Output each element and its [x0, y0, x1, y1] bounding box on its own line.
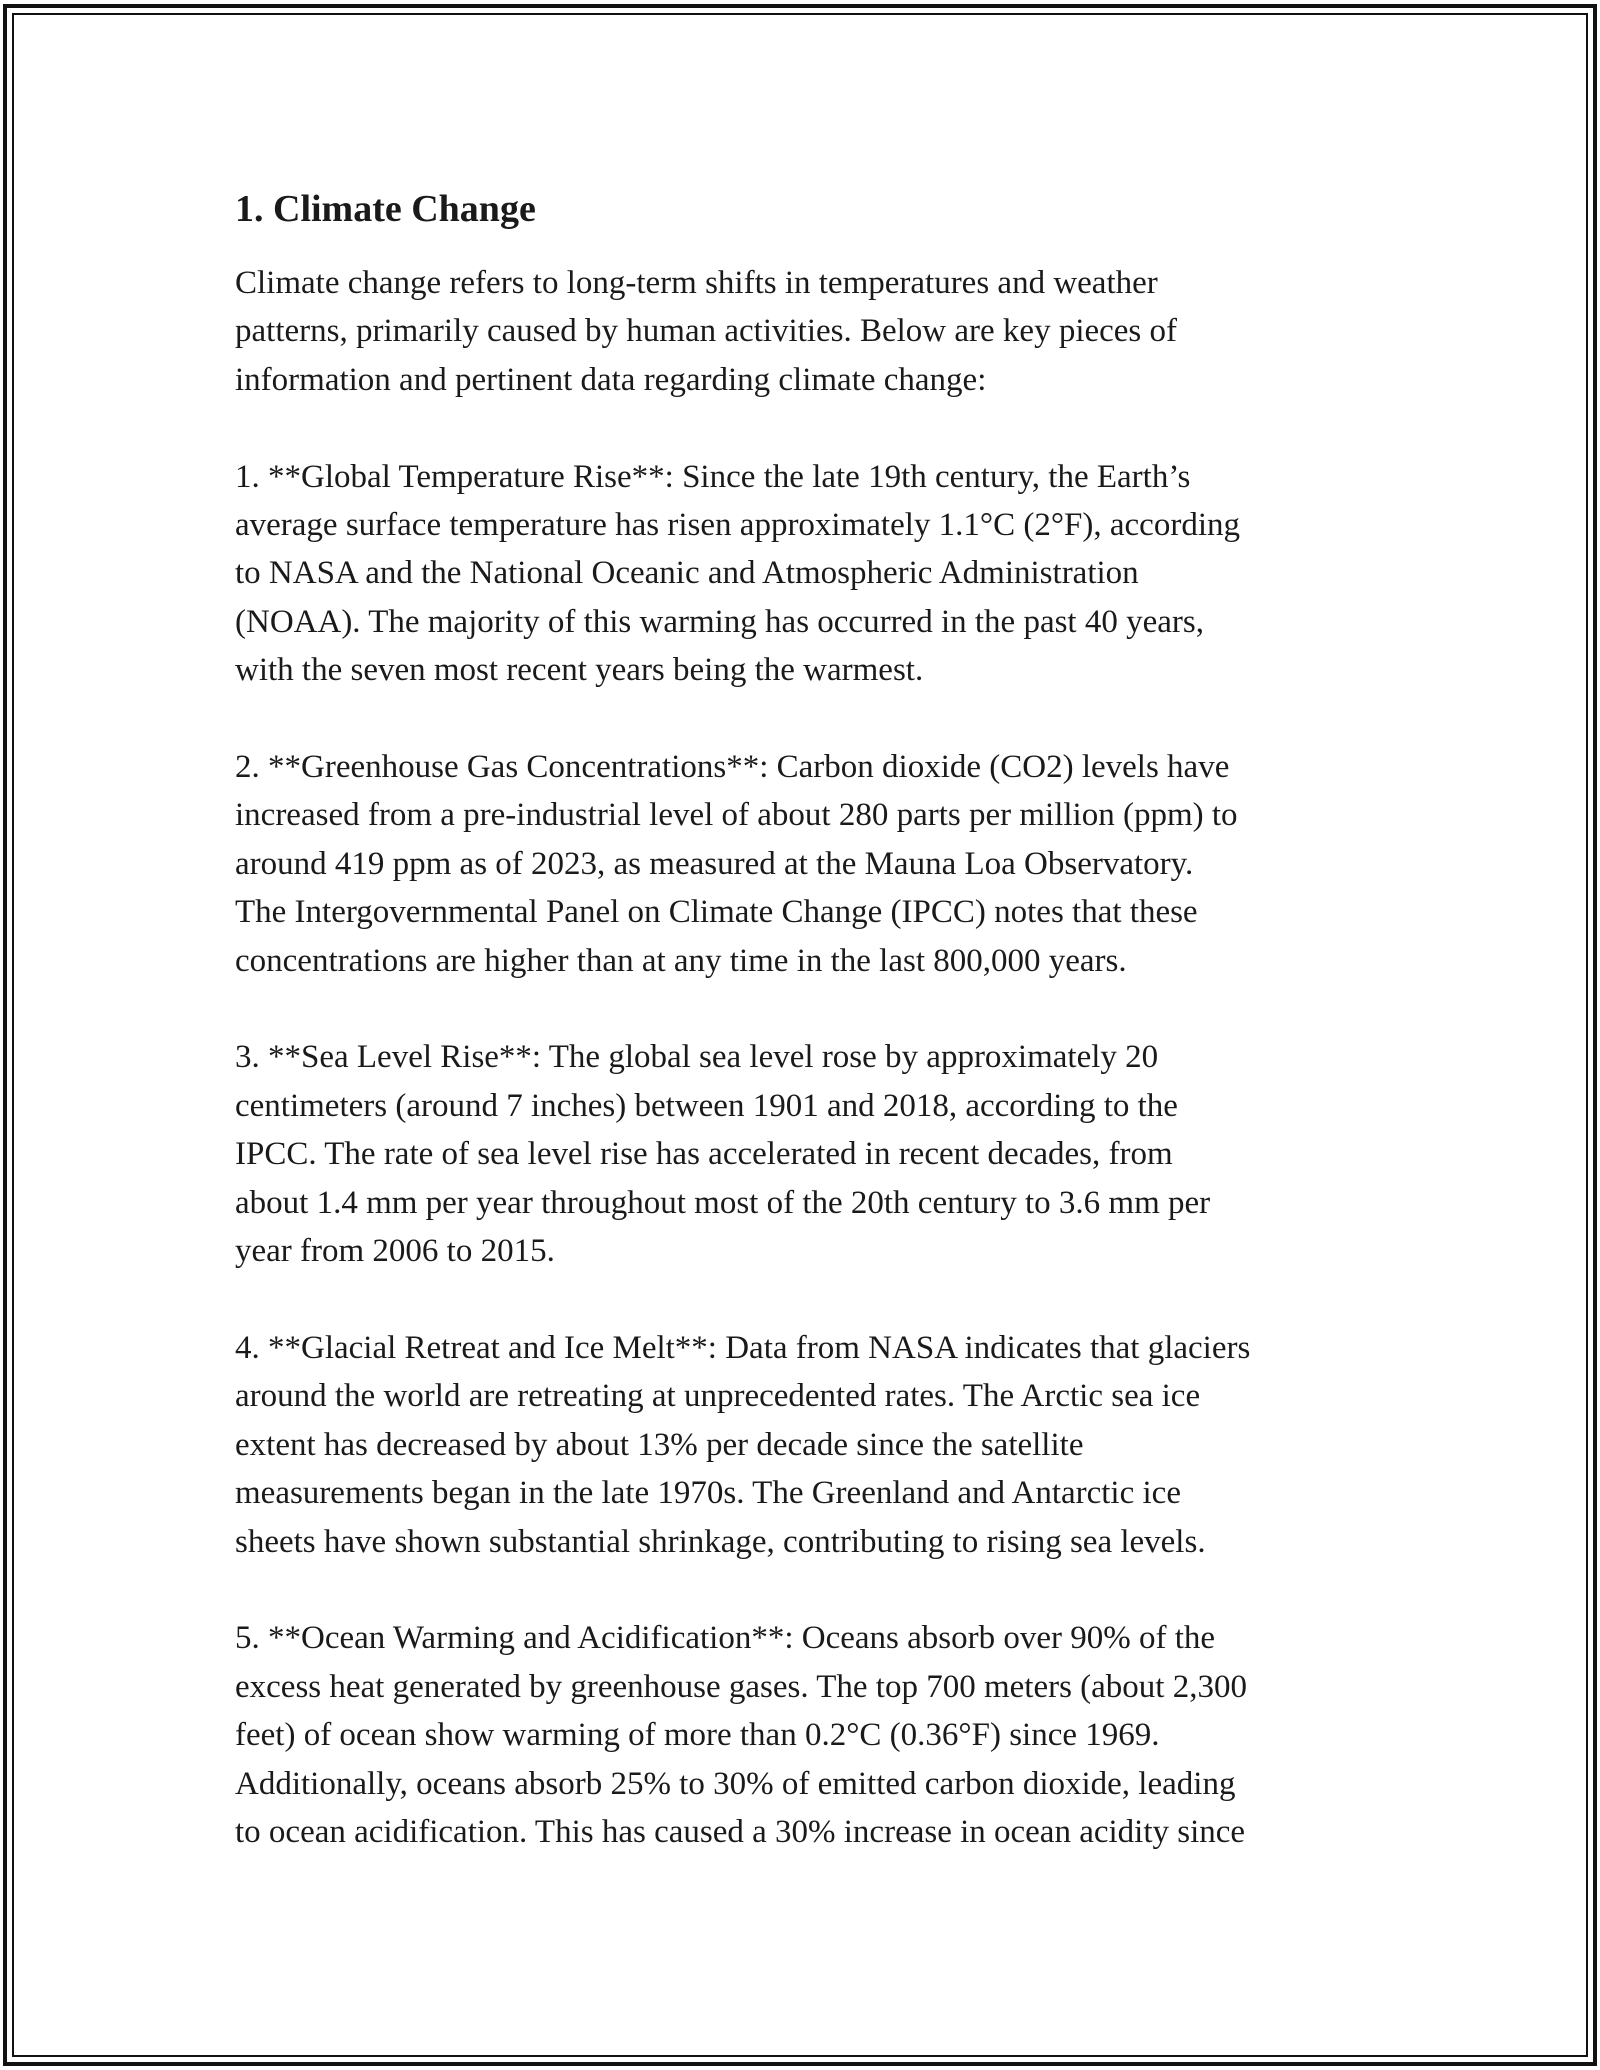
text-line: year from 2006 to 2015. [235, 1233, 555, 1270]
text-line: Climate change refers to long-term shifts in temperatures and weather [235, 265, 1158, 301]
text-line: around the world are retreating at unprecedented rates. The Arctic sea ice [235, 1378, 1201, 1415]
text-line: average surface temperature has risen approximately 1.1°C (2°F), according [235, 507, 1240, 544]
document-body [235, 185, 1385, 1905]
text-line: feet) of ocean show warming of more than 0.2°C (0.36°F) since 1969. [235, 1717, 1160, 1754]
text-line: Additionally, oceans absorb 25% to 30% of emitted carbon dioxide, leading [235, 1765, 1236, 1802]
sea-level-paragraph [235, 1033, 1385, 1275]
text-line: measurements began in the late 1970s. The Greenland and Antarctic ice [235, 1475, 1181, 1512]
glacial-retreat-paragraph [235, 1324, 1385, 1566]
text-line: around 419 ppm as of 2023, as measured at the Mauna Loa Observatory. [235, 845, 1194, 882]
text-line: 2. **Greenhouse Gas Concentrations**: Carbon dioxide (CO2) levels have [235, 749, 1230, 786]
text-line: 5. **Ocean Warming and Acidification**: Oceans absorb over 90% of the [235, 1620, 1216, 1657]
temperature-rise-paragraph [235, 453, 1385, 695]
text-line: centimeters (around 7 inches) between 1901 and 2018, according to the [235, 1087, 1178, 1124]
text-line: extent has decreased by about 13% per decade since the satellite [235, 1426, 1084, 1463]
text-line: patterns, primarily caused by human activities. Below are key pieces of [235, 313, 1178, 350]
text-line: about 1.4 mm per year throughout most of the 20th century to 3.6 mm per [235, 1184, 1211, 1221]
text-line: information and pertinent data regarding climate change: [235, 361, 987, 398]
text-line: 1. **Global Temperature Rise**: Since the late 19th century, the Earth’s [235, 458, 1191, 495]
text-line: to NASA and the National Oceanic and Atmospheric Administration [235, 555, 1139, 592]
text-line: concentrations are higher than at any time in the last 800,000 years. [235, 942, 1127, 979]
text-line: excess heat generated by greenhouse gases. The top 700 meters (about 2,300 [235, 1668, 1247, 1705]
ocean-warming-paragraph [235, 1614, 1385, 1856]
text-line: 4. **Glacial Retreat and Ice Melt**: Data from NASA indicates that glaciers [235, 1329, 1251, 1366]
text-line: to ocean acidification. This has caused a 30% increase in ocean acidity since [235, 1813, 1246, 1850]
text-line: (NOAA). The majority of this warming has occurred in the past 40 years, [235, 603, 1204, 640]
intro-paragraph [235, 259, 1385, 404]
text-line: with the seven most recent years being the warmest. [235, 652, 924, 689]
text-line: The Intergovernmental Panel on Climate Change (IPCC) notes that these [235, 894, 1198, 931]
section-heading: 1. Climate Change [235, 188, 536, 230]
text-line: 3. **Sea Level Rise**: The global sea level rose by approximately 20 [235, 1039, 1159, 1076]
text-line: IPCC. The rate of sea level rise has accelerated in recent decades, from [235, 1136, 1173, 1173]
greenhouse-gas-paragraph [235, 743, 1385, 985]
text-line: sheets have shown substantial shrinkage, contributing to rising sea levels. [235, 1523, 1206, 1560]
text-line: increased from a pre-industrial level of about 280 parts per million (ppm) to [235, 797, 1238, 834]
